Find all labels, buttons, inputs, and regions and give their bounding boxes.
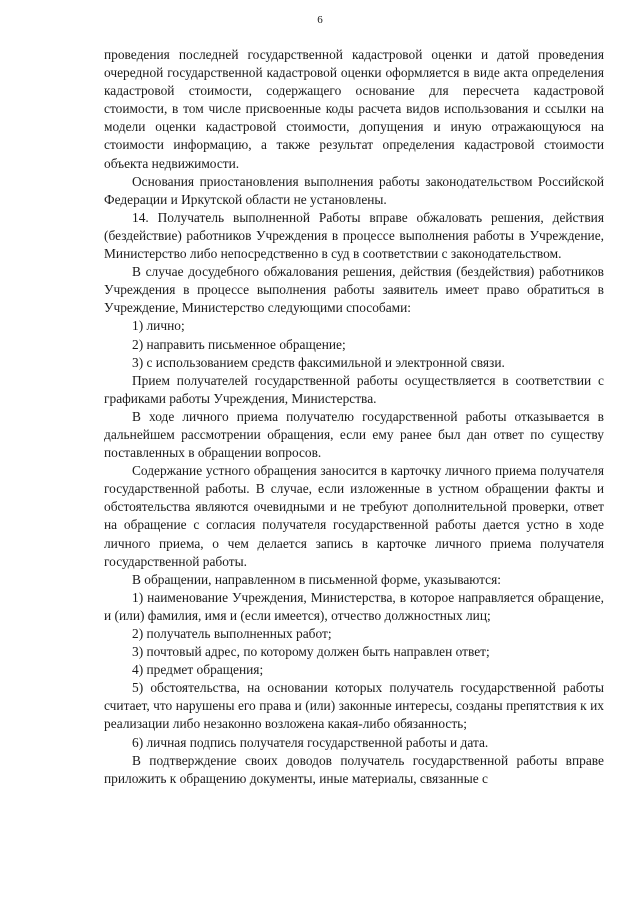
- paragraph: Основания приостановления выполнения работы законодательством Российской Федерации и Иркутской области не установлены.: [104, 173, 604, 207]
- paragraph: 14. Получатель выполненной Работы вправе обжаловать решения, действия (бездействие) работников Учреждения в процессе выполнения работы в Учреждение, Министерство либо непосредственно в суд в соответствии с законодательством.: [104, 209, 604, 262]
- paragraph: Содержание устного обращения заносится в карточку личного приема получателя государственной работы. В случае, если изложенные в устном обращении факты и обстоятельства являются очевидными и не требуют дополнительной проверки, ответ на обращение с согласия получателя государственной работы дается устно в ходе личного приема, о чем делается запись в карточке личного приема получателя государственной работы.: [104, 463, 604, 569]
- list-item: 3) с использованием средств факсимильной и электронной связи.: [132, 354, 505, 370]
- paragraph: В обращении, направленном в письменной форме, указываются:: [132, 571, 501, 587]
- paragraph: В подтверждение своих доводов получатель государственной работы вправе приложить к обращению документы, иные материалы, связанные с: [104, 752, 604, 786]
- page-number: 6: [317, 14, 323, 26]
- paragraph: В случае досудебного обжалования решения, действия (бездействия) работников Учреждения в процессе выполнения работы заявитель имеет право обратиться в Учреждение, Министерство следующими способами:: [104, 264, 604, 316]
- list-item: 5) обстоятельства, на основании которых получатель государственной работы считает, что нарушены его права и (или) законные интересы, созданы препятствия к их реализации либо незаконно возложена какая-либо обязанность;: [104, 680, 604, 732]
- document-body: [104, 46, 604, 788]
- list-item: 1) лично;: [132, 318, 185, 334]
- list-item: 6) личная подпись получателя государственной работы и дата.: [132, 734, 489, 750]
- list-item: 2) направить письменное обращение;: [132, 336, 346, 352]
- paragraph: В ходе личного приема получателю государственной работы отказывается в дальнейшем рассмотрении обращения, если ему ранее был дан ответ по существу поставленных в обращении вопросов.: [104, 408, 604, 461]
- paragraph: проведения последней государственной кадастровой оценки и датой проведения очередной государственной кадастровой оценки оформляется в виде акта определения кадастровой стоимости, содержащего основание для пересчета кадастровой стоимости, в том числе присвоенные коды расчета видов использования и ссылки на модели оценки кадастровой стоимости, допущения и иную отражающуюся на стоимости информацию, а также результат определения кадастровой стоимости объекта недвижимости.: [104, 47, 604, 171]
- list-item: 3) почтовый адрес, по которому должен быть направлен ответ;: [132, 644, 490, 660]
- list-item: 2) получатель выполненных работ;: [132, 626, 332, 641]
- list-item: 4) предмет обращения;: [132, 662, 264, 678]
- list-item: 1) наименование Учреждения, Министерства, в которое направляется обращение, и (или) фамилия, имя и (если имеется), отчество должностных лиц;: [104, 589, 604, 623]
- paragraph: Прием получателей государственной работы осуществляется в соответствии с графиками работы Учреждения, Министерства.: [104, 372, 604, 406]
